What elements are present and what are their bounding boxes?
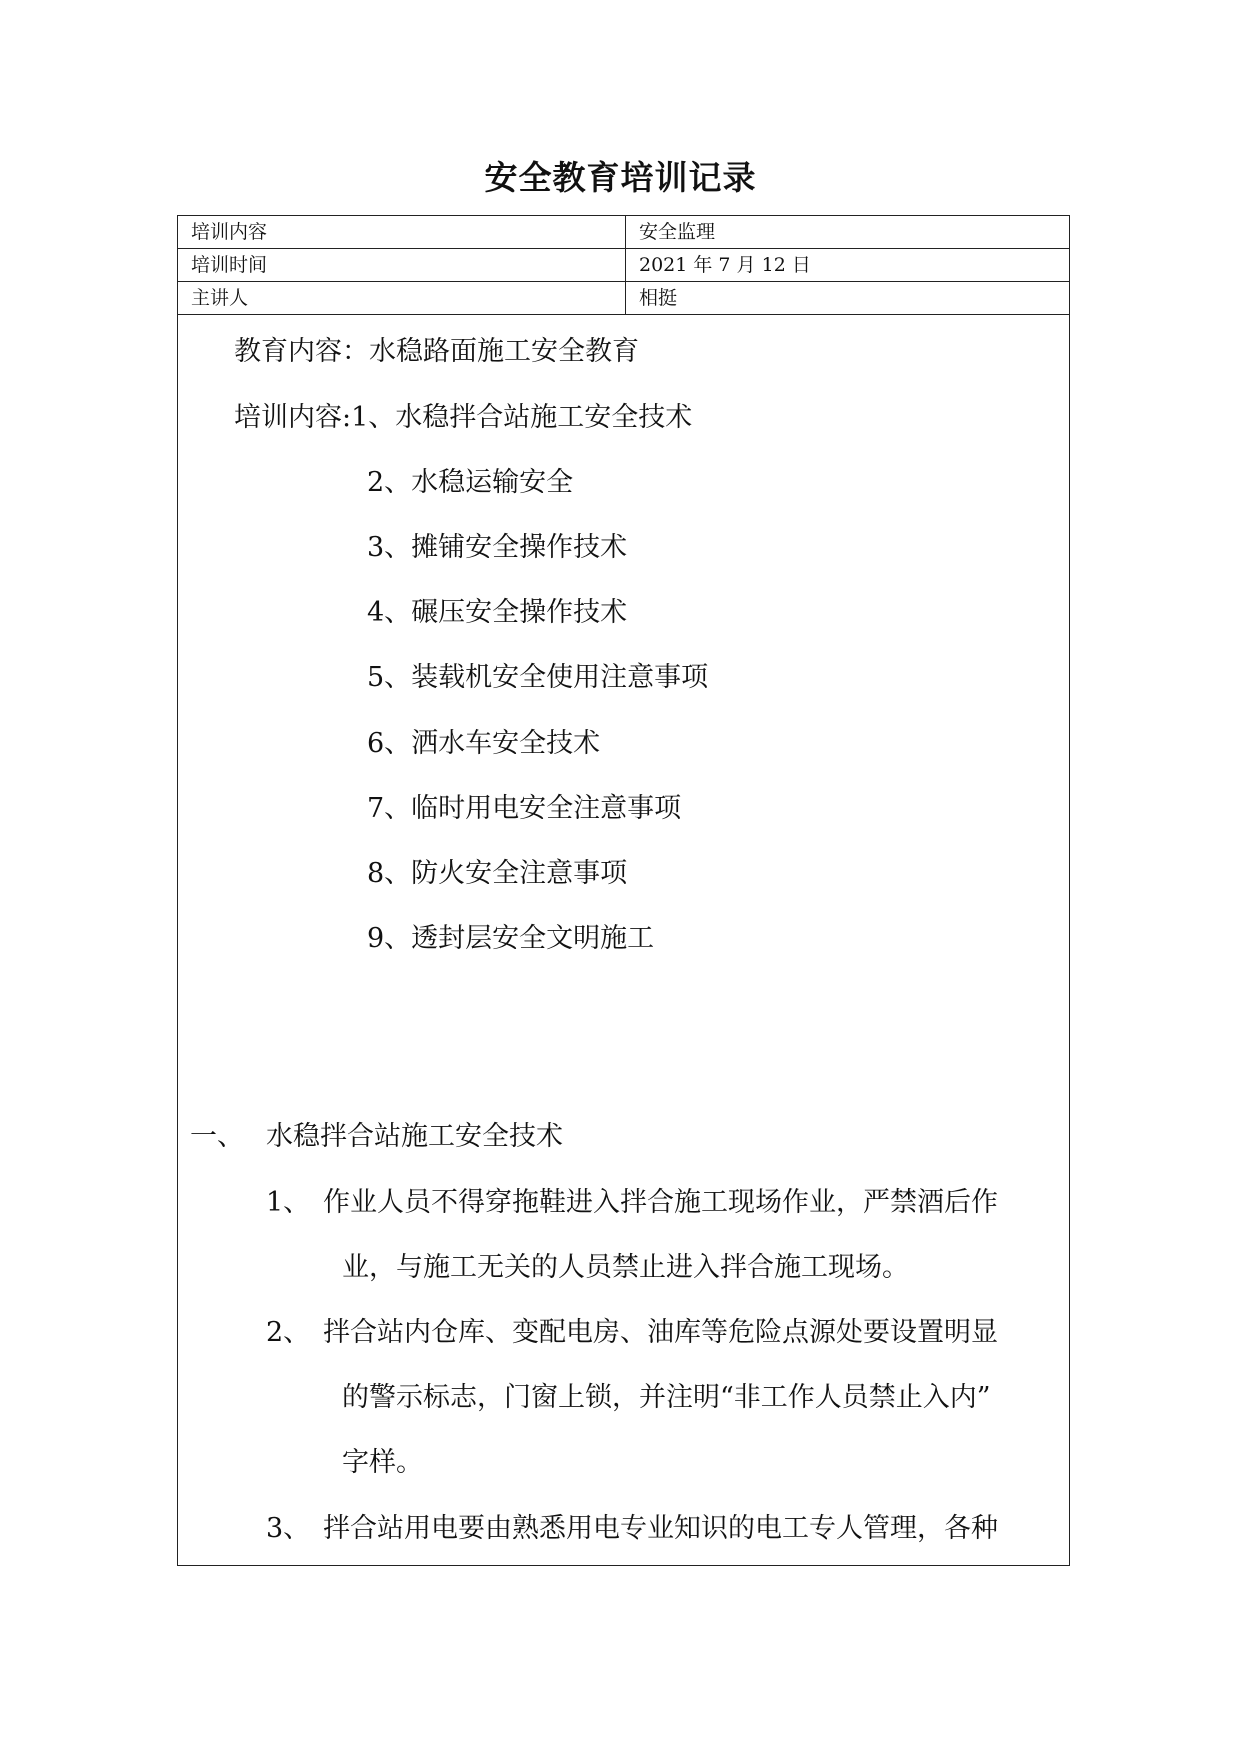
section-number: 一、 [190,1121,244,1152]
point-text: 作业人员不得穿拖鞋进入拌合施工现场作业，严禁酒后作 [323,1187,998,1218]
training-prefix: 培训内容: [234,402,352,433]
info-value: 相挺 [639,287,678,309]
point-number: 1、 [266,1187,311,1218]
training-item: 3、摊铺安全操作技术 [367,532,628,563]
point-text: 的警示标志，门窗上锁，并注明“非工作人员禁止入内” [342,1382,991,1413]
training-item: 1、水稳拌合站施工安全技术 [351,402,693,433]
training-item: 4、碾压安全操作技术 [367,597,628,628]
training-line [234,400,692,436]
training-item: 8、防火安全注意事项 [367,858,628,889]
training-item: 7、临时用电安全注意事项 [367,793,682,824]
point-text: 字样。 [342,1447,423,1478]
education-line: 教育内容：水稳路面施工安全教育 [234,336,639,367]
training-item: 2、水稳运输安全 [367,467,574,498]
info-value: 安全监理 [639,221,716,243]
info-label: 主讲人 [191,287,249,309]
point-text: 拌合站内仓库、变配电房、油库等危险点源处要设置明显 [323,1317,998,1348]
record-table [177,215,1070,1566]
info-row-time [178,249,1069,282]
point-number: 2、 [266,1317,311,1348]
info-row-content [178,216,1069,249]
training-item: 5、装载机安全使用注意事项 [367,662,709,693]
training-item: 6、洒水车安全技术 [367,728,601,759]
point-number: 3、 [266,1513,311,1544]
column-divider [625,216,626,315]
point-text: 拌合站用电要由熟悉用电专业知识的电工专人管理，各种 [323,1513,998,1544]
point-text: 业，与施工无关的人员禁止进入拌合施工现场。 [342,1252,909,1283]
section-heading: 水稳拌合站施工安全技术 [266,1121,563,1152]
page-title: 安全教育培训记录 [484,158,757,197]
info-row-speaker [178,282,1069,315]
info-value: 2021 年 7 月 12 日 [639,254,811,276]
info-label: 培训时间 [191,254,268,276]
info-label: 培训内容 [191,221,268,243]
training-item: 9、透封层安全文明施工 [367,923,655,954]
